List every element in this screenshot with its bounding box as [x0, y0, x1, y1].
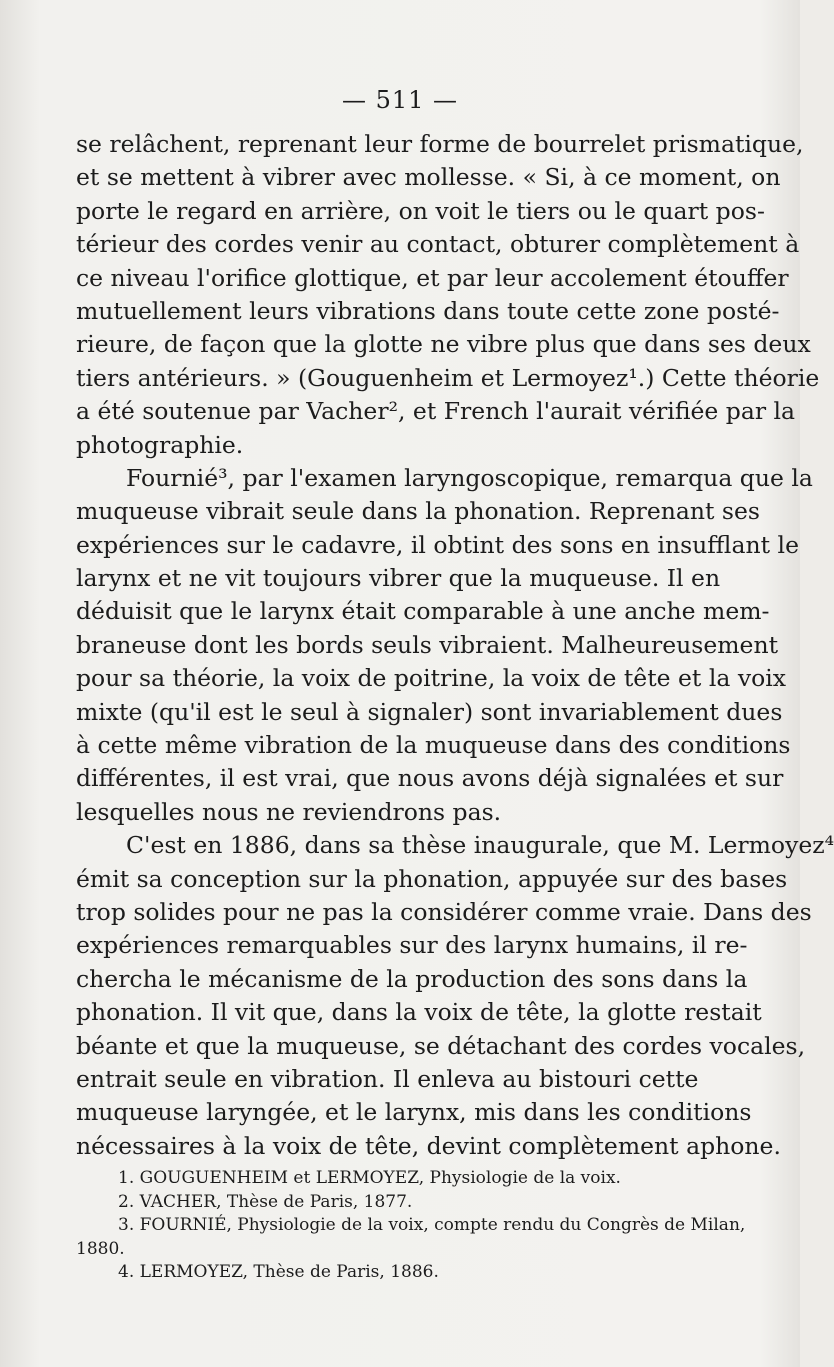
body-text: [76, 128, 834, 1163]
text-line: muqueuse vibrait seule dans la phonation. Reprenant ses: [76, 497, 760, 526]
footnote: 4. LERMOYEZ, Thèse de Paris, 1886.: [118, 1262, 439, 1282]
text-line: porte le regard en arrière, on voit le tiers ou le quart pos-: [76, 196, 765, 225]
text-line: braneuse dont les bords seuls vibraient. Malheureusement: [76, 630, 779, 659]
text-line: phonation. Il vit que, dans la voix de tête, la glotte restait: [76, 998, 762, 1027]
text-line: larynx et ne vit toujours vibrer que la muqueuse. Il en: [76, 564, 721, 593]
page-number: — 511 —: [341, 86, 459, 114]
footnote: 3. FOURNIÉ, Physiologie de la voix, compte rendu du Congrès de Milan,: [118, 1215, 746, 1235]
text-line: C'est en 1886, dans sa thèse inaugurale, que M. Lermoyez⁴: [126, 831, 834, 860]
text-line: se relâchent, reprenant leur forme de bourrelet prismatique,: [76, 130, 804, 158]
footnotes: [76, 1167, 746, 1285]
footnote-continuation: 1880.: [76, 1238, 125, 1259]
text-line: tiers antérieurs. » (Gouguenheim et Lermoyez¹.) Cette théorie: [76, 363, 820, 392]
text-line: ce niveau l'orifice glottique, et par leur accolement étouffer: [76, 263, 789, 292]
text-line: émit sa conception sur la phonation, appuyée sur des bases: [76, 864, 788, 893]
footnote: 2. VACHER, Thèse de Paris, 1877.: [118, 1191, 413, 1212]
text-line: béante et que la muqueuse, se détachant des cordes vocales,: [76, 1031, 806, 1060]
text-line: Fournié³, par l'examen laryngoscopique, remarqua que la: [126, 463, 813, 492]
text-line: trop solides pour ne pas la considérer comme vraie. Dans des: [76, 897, 812, 926]
text-line: expériences remarquables sur des larynx humains, il re-: [76, 931, 748, 960]
text-line: chercha le mécanisme de la production des sons dans la: [76, 964, 748, 993]
text-line: différentes, il est vrai, que nous avons déjà signalées et sur: [76, 764, 784, 793]
text-line: térieur des cordes venir au contact, obturer complètement à: [76, 230, 800, 259]
text-line: a été soutenue par Vacher², et French l'aurait vérifiée par la: [76, 397, 796, 426]
text-line: mixte (qu'il est le seul à signaler) sont invariablement dues: [76, 697, 783, 726]
text-line: pour sa théorie, la voix de poitrine, la voix de tête et la voix: [76, 664, 787, 693]
text-line: et se mettent à vibrer avec mollesse. « Si, à ce moment, on: [76, 163, 781, 192]
text-line: entrait seule en vibration. Il enleva au bistouri cette: [76, 1064, 699, 1093]
text-line: expériences sur le cadavre, il obtint des sons en insufflant le: [76, 530, 799, 559]
text-line: nécessaires à la voix de tête, devint complètement aphone.: [76, 1131, 781, 1160]
text-line: lesquelles nous ne reviendrons pas.: [76, 797, 502, 826]
text-line: déduisit que le larynx était comparable à une anche mem-: [76, 597, 770, 626]
text-line: mutuellement leurs vibrations dans toute cette zone posté-: [76, 296, 780, 325]
text-line: rieure, de façon que la glotte ne vibre plus que dans ses deux: [76, 330, 811, 359]
text-line: muqueuse laryngée, et le larynx, mis dans les conditions: [76, 1098, 752, 1127]
footnote: 1. GOUGUENHEIM et LERMOYEZ, Physiologie de la voix.: [118, 1168, 621, 1188]
text-line: photographie.: [76, 430, 244, 459]
text-line: à cette même vibration de la muqueuse dans des conditions: [76, 731, 791, 760]
